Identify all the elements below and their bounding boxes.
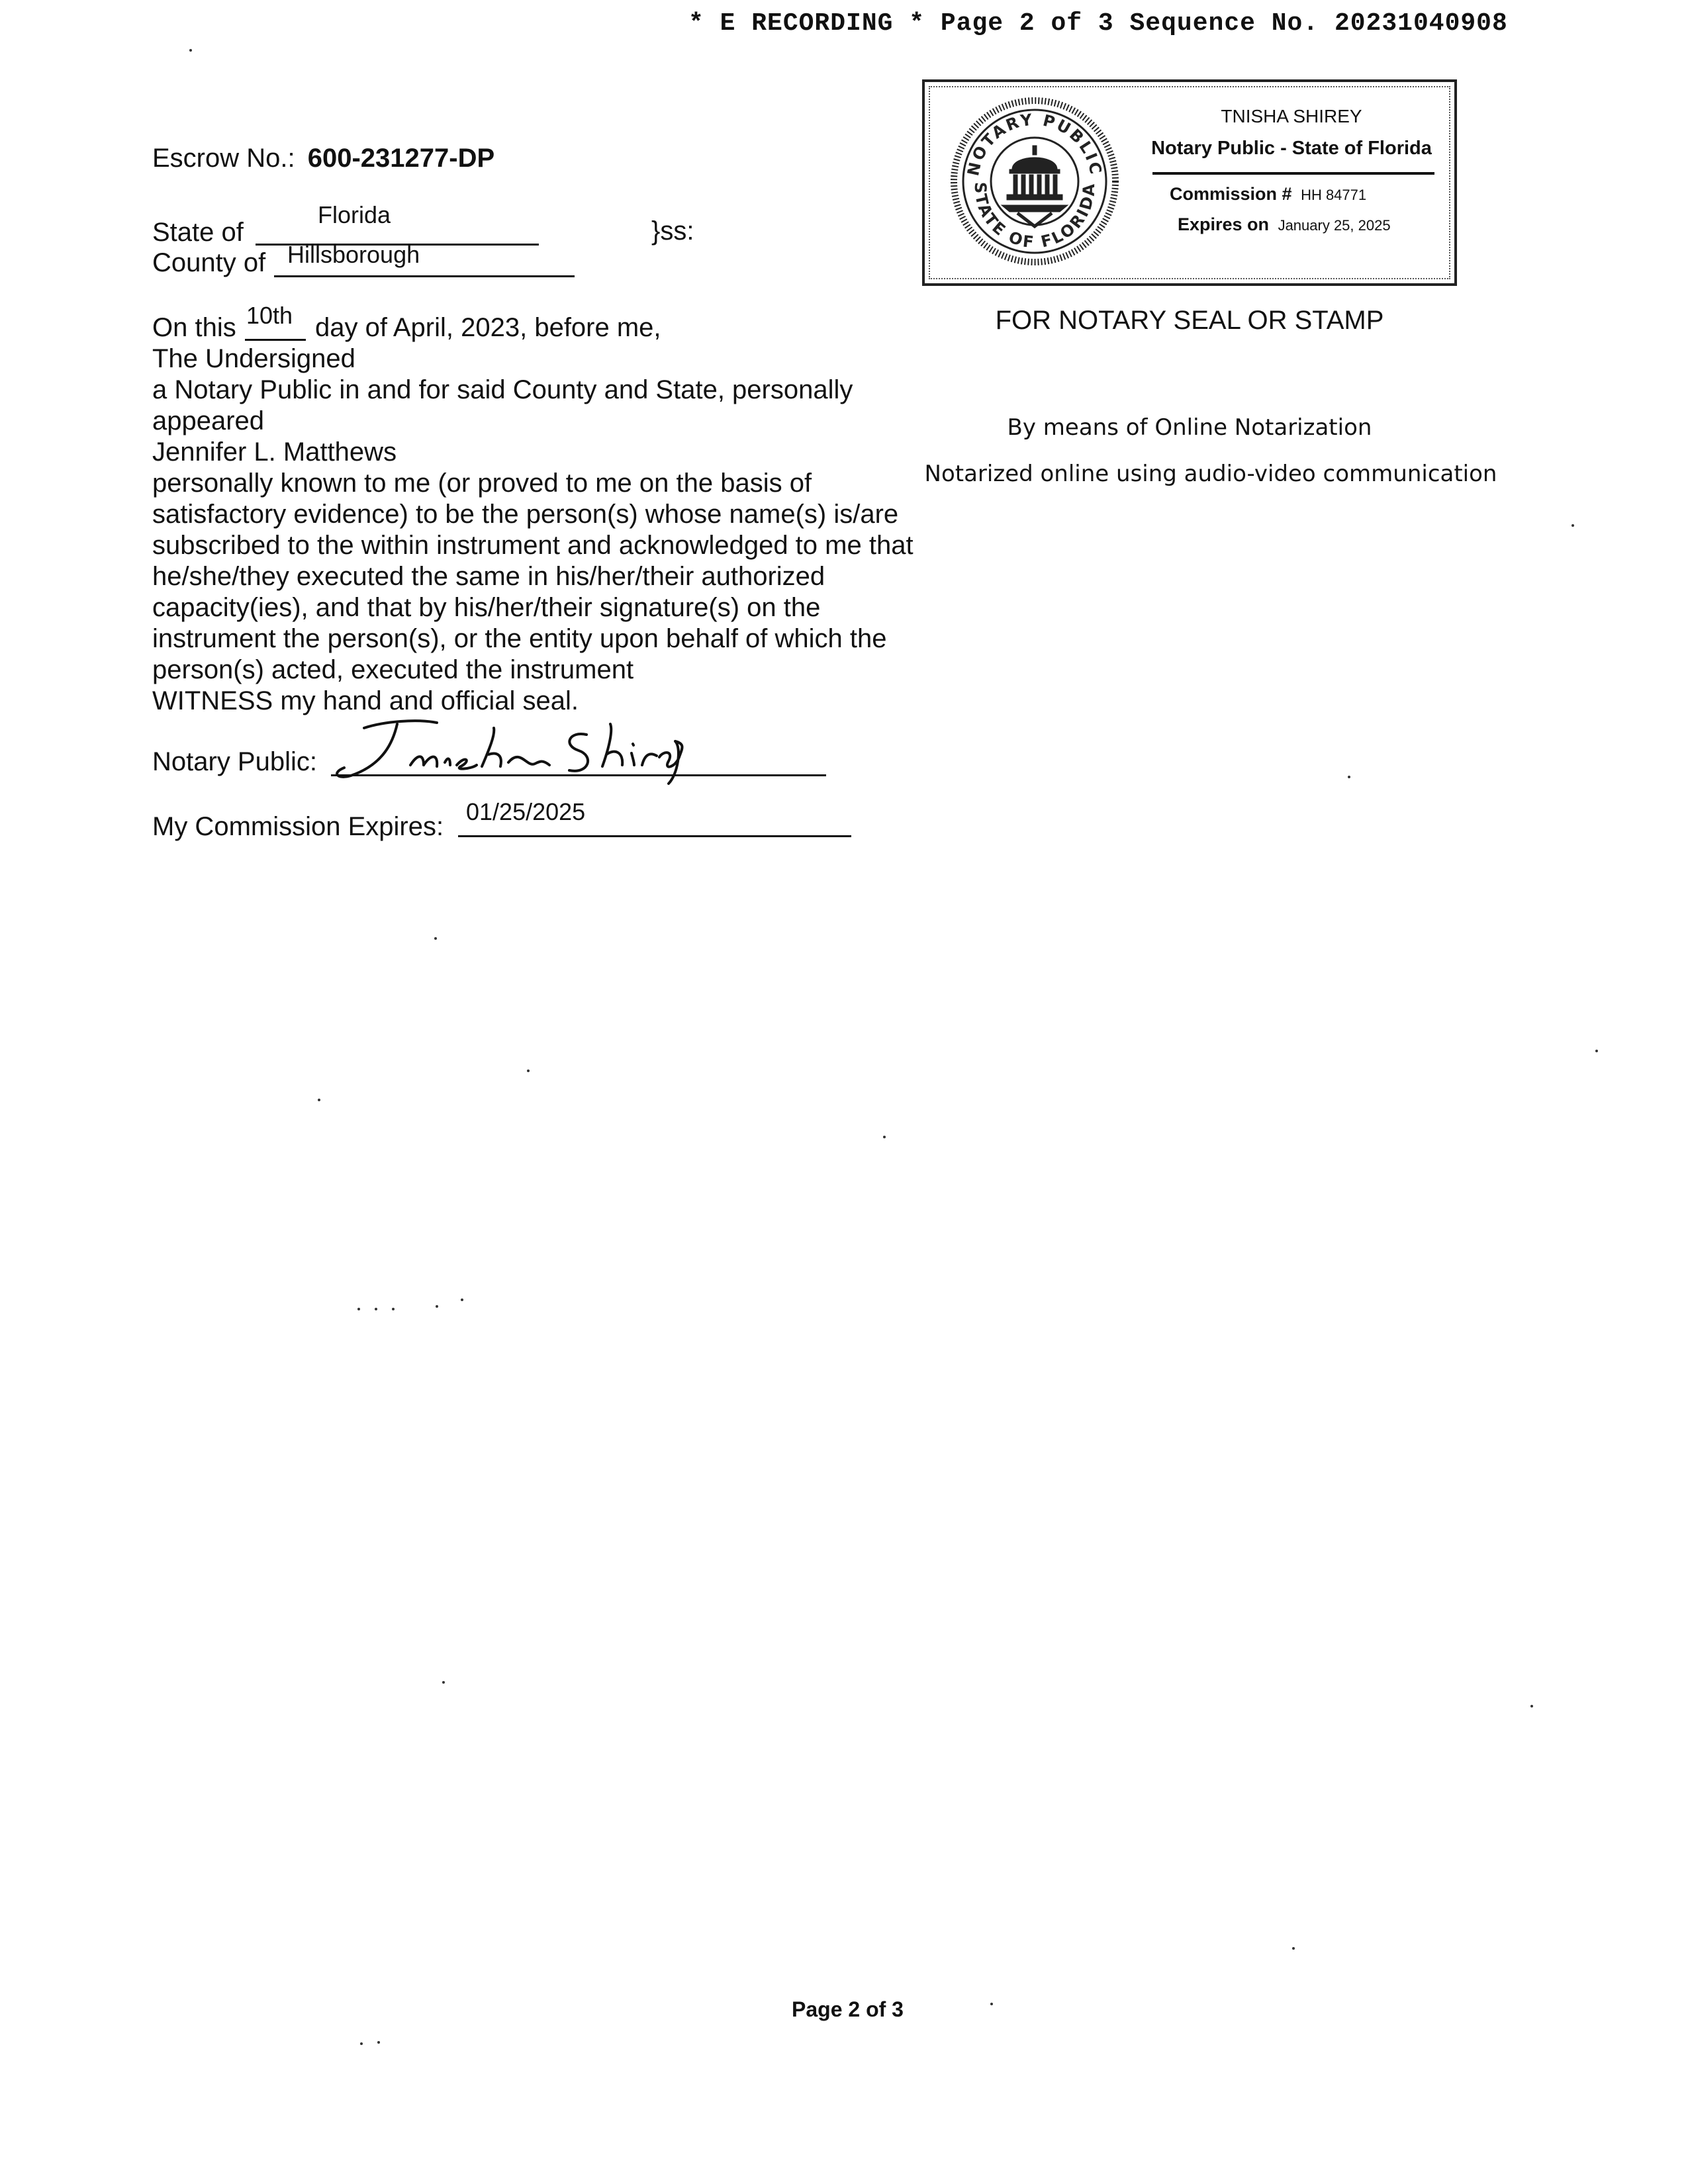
commission-expires-label: My Commission Expires:: [152, 812, 444, 841]
stamp-expires-date: January 25, 2025: [1278, 217, 1391, 234]
audio-video-line: Notarized online using audio-video communication: [924, 461, 1497, 487]
seal-caption: FOR NOTARY SEAL OR STAMP: [995, 306, 1384, 335]
day-suffix: day of April, 2023, before me,: [315, 313, 661, 342]
stamp-expires-row: [1178, 214, 1391, 235]
escrow-label: Escrow No.:: [152, 144, 295, 173]
ack-line: capacity(ies), and that by his/her/their signature(s) on the: [152, 593, 821, 622]
scan-speck: [360, 2042, 363, 2045]
stamp-notary-name: TNISHA SHIREY: [1221, 106, 1362, 126]
scan-speck: [189, 49, 192, 52]
state-value: Florida: [318, 201, 391, 228]
witness-line: WITNESS my hand and official seal.: [152, 686, 579, 715]
scan-speck: [318, 1099, 320, 1101]
county-value: Hillsborough: [287, 241, 420, 268]
day-underline: [245, 339, 306, 341]
state-label: State of: [152, 218, 244, 247]
seal-bottom-text: STATE OF FLORIDA: [970, 181, 1099, 252]
stamp-notary-title: Notary Public - State of Florida: [1151, 138, 1432, 159]
page-footer: Page 2 of 3: [792, 1997, 904, 2021]
ack-line: personally known to me (or proved to me on the basis of: [152, 469, 812, 498]
ack-line: subscribed to the within instrument and acknowledged to me that: [152, 531, 914, 560]
scan-speck: [883, 1136, 886, 1138]
signer-name: Jennifer L. Matthews: [152, 437, 397, 467]
scan-speck: [392, 1308, 395, 1310]
ack-line: person(s) acted, executed the instrument: [152, 655, 634, 684]
ack-line: satisfactory evidence) to be the person(s) whose name(s) is/are: [152, 500, 899, 529]
stamp-commission-label: Commission #: [1170, 184, 1292, 204]
ss-marker: }ss:: [651, 216, 694, 246]
ack-line: a Notary Public in and for said County and State, personally: [152, 375, 853, 404]
scan-speck: [990, 2003, 993, 2005]
scan-speck: [436, 1305, 438, 1308]
acknowledgment-text: [152, 343, 914, 717]
scan-speck: [1595, 1050, 1598, 1052]
commission-expires-value: 01/25/2025: [466, 798, 586, 825]
escrow-number: 600-231277-DP: [307, 144, 495, 173]
scan-speck: [375, 1308, 377, 1310]
scan-speck: [442, 1681, 445, 1684]
scan-speck: [1571, 524, 1574, 527]
seal-top-text: NOTARY PUBLIC: [964, 110, 1105, 178]
on-this-label: On this: [152, 313, 236, 342]
online-notarization-line: By means of Online Notarization: [1007, 414, 1372, 441]
escrow-row: [152, 143, 494, 174]
svg-text:STATE OF FLORIDA: [971, 182, 1098, 252]
scan-speck: [357, 1308, 360, 1310]
county-label: County of: [152, 248, 266, 277]
signature-underline: [331, 774, 826, 776]
scan-speck: [434, 937, 437, 940]
scan-speck: [527, 1069, 530, 1072]
scan-speck: [1530, 1705, 1533, 1707]
recording-header: * E RECORDING * Page 2 of 3 Sequence No. 20231040908: [688, 9, 1508, 38]
scan-speck: [377, 2041, 380, 2044]
expires-underline: [458, 835, 851, 837]
stamp-commission-number: HH 84771: [1301, 187, 1367, 203]
ack-line: appeared: [152, 406, 265, 435]
day-value: 10th: [246, 302, 293, 329]
scan-speck: [461, 1298, 463, 1301]
stamp-commission-row: [1170, 184, 1366, 205]
scan-speck: [1348, 776, 1350, 778]
notary-stamp: [922, 79, 1457, 286]
ack-line: instrument the person(s), or the entity upon behalf of which the: [152, 624, 887, 653]
stamp-divider: [1152, 172, 1434, 175]
notary-seal-image: [949, 95, 1121, 267]
stamp-expires-label: Expires on: [1178, 214, 1270, 234]
notary-public-label: Notary Public:: [152, 747, 317, 776]
scan-speck: [1292, 1947, 1295, 1950]
ack-line: he/she/they executed the same in his/her/their authorized: [152, 562, 825, 591]
county-underline: [274, 275, 575, 277]
ack-line: The Undersigned: [152, 344, 355, 373]
